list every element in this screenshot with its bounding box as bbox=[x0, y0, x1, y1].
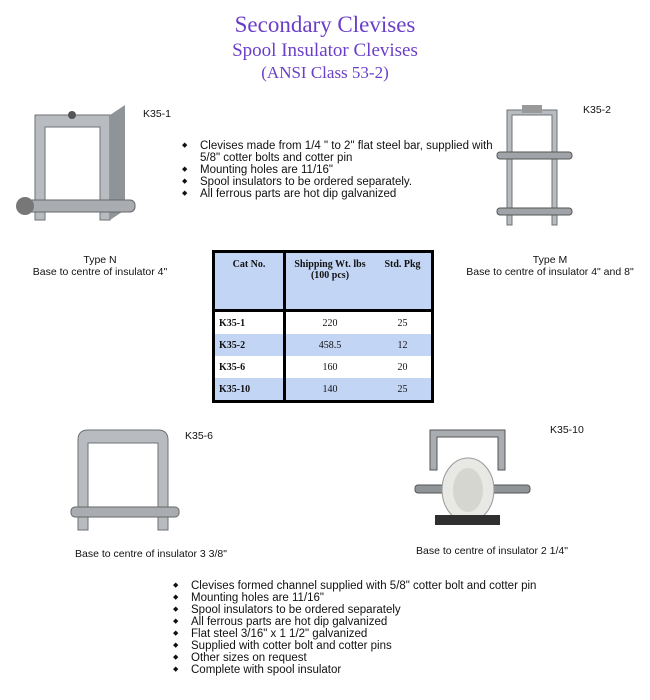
cell-wt: 220 bbox=[322, 317, 338, 329]
k35-1-type: Type N bbox=[83, 254, 117, 266]
cell-pkg: 25 bbox=[397, 317, 408, 329]
table-row bbox=[214, 334, 433, 356]
k35-1-base: Base to centre of insulator 4" bbox=[32, 266, 168, 278]
cell-wt: 140 bbox=[285, 378, 375, 402]
k35-2-base: Base to centre of insulator 4" and 8" bbox=[466, 266, 634, 278]
k35-10-code: K35-10 bbox=[550, 424, 584, 436]
feature-item: ◆ Mounting holes are 11/16" bbox=[182, 164, 502, 176]
features-bottom bbox=[173, 580, 613, 676]
spec-table bbox=[212, 250, 434, 403]
feature-item: ◆ Clevises made from 1/4 " to 2" flat steel bar, supplied with 5/8" cotter bolts and cotter pin bbox=[182, 140, 502, 164]
table-row bbox=[214, 356, 433, 378]
header-shipping-wt: Shipping Wt. lbs (100 pcs) bbox=[285, 252, 375, 311]
feature-item: ◆ Spool insulators to be ordered separately. bbox=[182, 176, 502, 188]
k35-6-code: K35-6 bbox=[185, 430, 214, 442]
cell-pkg: 20 bbox=[397, 361, 408, 373]
feature-item: ◆ Spool insulators to be ordered separately bbox=[173, 604, 613, 616]
k35-2-photo bbox=[492, 100, 577, 240]
table-header-row bbox=[214, 252, 433, 311]
title-class: (ANSI Class 53-2) bbox=[261, 63, 389, 82]
feature-item: ◆ Flat steel 3/16" x 1 1/2" galvanized bbox=[173, 628, 613, 640]
feature-item: ◆ Other sizes on request bbox=[173, 652, 613, 664]
cell-wt: 458.5 bbox=[285, 334, 375, 356]
feature-item: ◆ All ferrous parts are hot dip galvanized bbox=[182, 188, 502, 200]
k35-1-code: K35-1 bbox=[143, 108, 172, 120]
k35-10-caption: Base to centre of insulator 2 1/4" bbox=[416, 545, 568, 557]
table-row bbox=[214, 311, 433, 335]
feature-item: ◆ Mounting holes are 11/16" bbox=[173, 592, 613, 604]
feature-item: ◆ Complete with spool insulator bbox=[173, 664, 613, 676]
table-row bbox=[214, 378, 433, 402]
k35-10-photo bbox=[410, 420, 535, 540]
features-top bbox=[182, 140, 502, 200]
k35-6-caption: Base to centre of insulator 3 3/8" bbox=[75, 548, 227, 560]
cell-cat: K35-6 bbox=[214, 356, 285, 378]
title-main: Secondary Clevises bbox=[234, 12, 416, 37]
cell-cat: K35-1 bbox=[214, 311, 285, 335]
header-cat-no: Cat No. bbox=[214, 252, 285, 311]
feature-item: ◆ Supplied with cotter bolt and cotter pins bbox=[173, 640, 613, 652]
feature-item: ◆ All ferrous parts are hot dip galvanized bbox=[173, 616, 613, 628]
cell-pkg: 25 bbox=[374, 378, 433, 402]
cell-pkg: 12 bbox=[374, 334, 433, 356]
k35-6-photo bbox=[68, 425, 183, 540]
k35-2-type: Type M bbox=[532, 254, 568, 266]
cell-cat: K35-2 bbox=[214, 334, 285, 356]
k35-2-caption bbox=[450, 254, 650, 278]
k35-1-photo bbox=[15, 105, 140, 245]
feature-item: ◆ Clevises formed channel supplied with 5/8" cotter bolt and cotter pin bbox=[173, 580, 613, 592]
cell-wt: 160 bbox=[322, 361, 338, 373]
header-std-pkg: Std. Pkg bbox=[374, 252, 433, 311]
cell-cat: K35-10 bbox=[214, 378, 285, 402]
title-sub: Spool Insulator Clevises bbox=[232, 40, 418, 61]
k35-2-code: K35-2 bbox=[583, 104, 612, 116]
k35-1-caption bbox=[0, 254, 200, 278]
